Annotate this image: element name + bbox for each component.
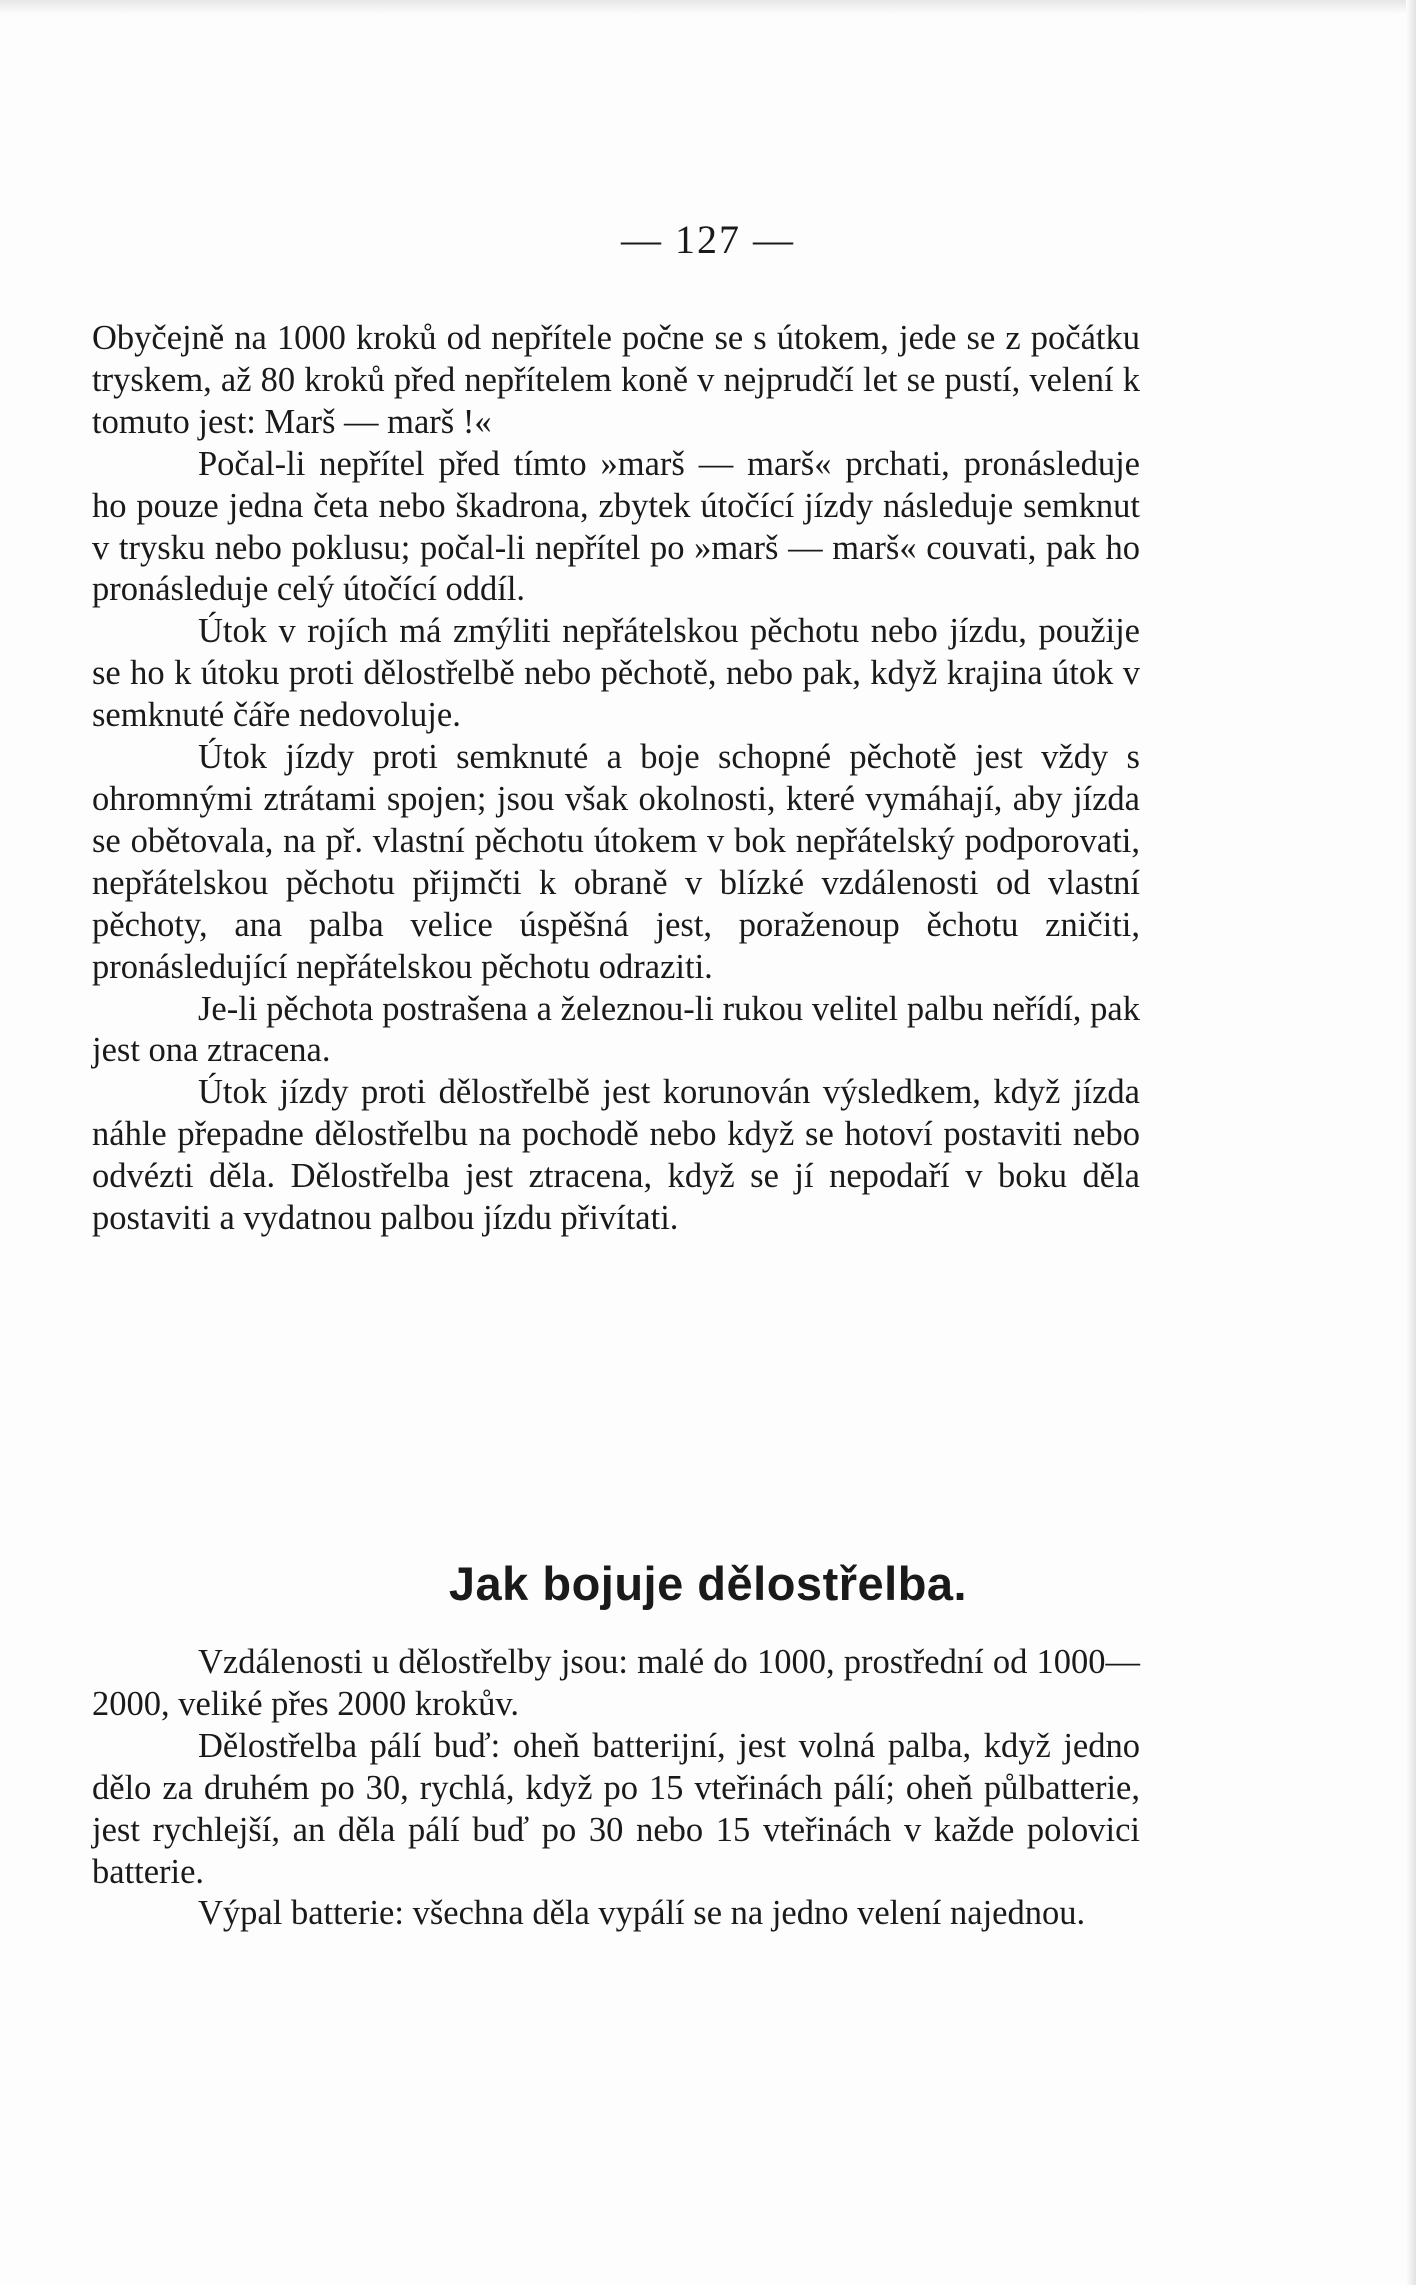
body-text-section-1 — [92, 318, 1140, 1240]
paragraph: Útok jízdy proti dělostřelbě jest korunován výsledkem, když jízda náhle přepadne dělostřelbu na pochodě nebo když se hotoví postaviti nebo odvézti děla. Dělostřelba jest ztracena, když se jí nepodaří v boku děla postaviti a vydatnou palbou jízdu přivítati. — [92, 1073, 1140, 1238]
paragraph: Vzdálenosti u dělostřelby jsou: malé do 1000, prostřední od 1000—2000, veliké přes 2000 krokův. — [92, 1643, 1140, 1723]
paragraph: Útok jízdy proti semknuté a boje schopné pěchotě jest vždy s ohromnými ztrátami spojen; jsou však okolnosti, které vymáhají, aby jízda se obětovala, na př. vlastní pěchotu útokem v bok nepřátelský podporovati, nepřátelskou pěchotu přijmčti k obraně v blízké vzdálenosti od vlastní pěchoty, ana palba velice úspěšná jest, poraženoup ěchotu zničiti, pronásledující nepřátelskou pěchotu odraziti. — [92, 738, 1140, 986]
paragraph: Výpal batterie: všechna děla vypálí se na jedno velení najednou. — [198, 1894, 1086, 1933]
scan-edge-right — [1406, 0, 1416, 2285]
body-text-section-2 — [92, 1642, 1140, 1935]
paragraph: Obyčejně na 1000 kroků od nepřítele počne se s útokem, jede se z počátku tryskem, až 80 kroků před nepřítelem koně v nejprudčí let se pustí, velení k tomuto jest: Marš — marš !« — [92, 319, 1140, 441]
paragraph: Dělostřelba pálí buď: oheň batterijní, jest volná palba, když jedno dělo za druhém po 30, rychlá, když po 15 vteřinách pálí; oheň půlbatterie, jest rychlejší, an děla pálí buď po 30 nebo 15 vteřinách v každe polovici batterie. — [92, 1726, 1140, 1891]
paragraph: Útok v rojích má zmýliti nepřátelskou pěchotu nebo jízdu, použije se ho k útoku proti dělostřelbě nebo pěchotě, nebo pak, když krajina útok v semknuté čáře nedovoluje. — [92, 612, 1140, 735]
paragraph: Je-li pěchota postrašena a železnou-li rukou velitel palbu neřídí, pak jest ona ztracena. — [92, 989, 1140, 1070]
paragraph: Počal-li nepřítel před tímto »marš — marš« prchati, pronásleduje ho pouze jedna četa nebo škadrona, zbytek útočící jízdy následuje semknut v trysku nebo poklusu; počal-li nepřítel po »marš — marš« couvati, pak ho pronásleduje celý útočící oddíl. — [92, 444, 1140, 609]
scan-edge-top — [0, 0, 1416, 14]
page-number: — 127 — — [621, 217, 795, 262]
section-heading: Jak bojuje dělostřelba. — [448, 1557, 968, 1610]
